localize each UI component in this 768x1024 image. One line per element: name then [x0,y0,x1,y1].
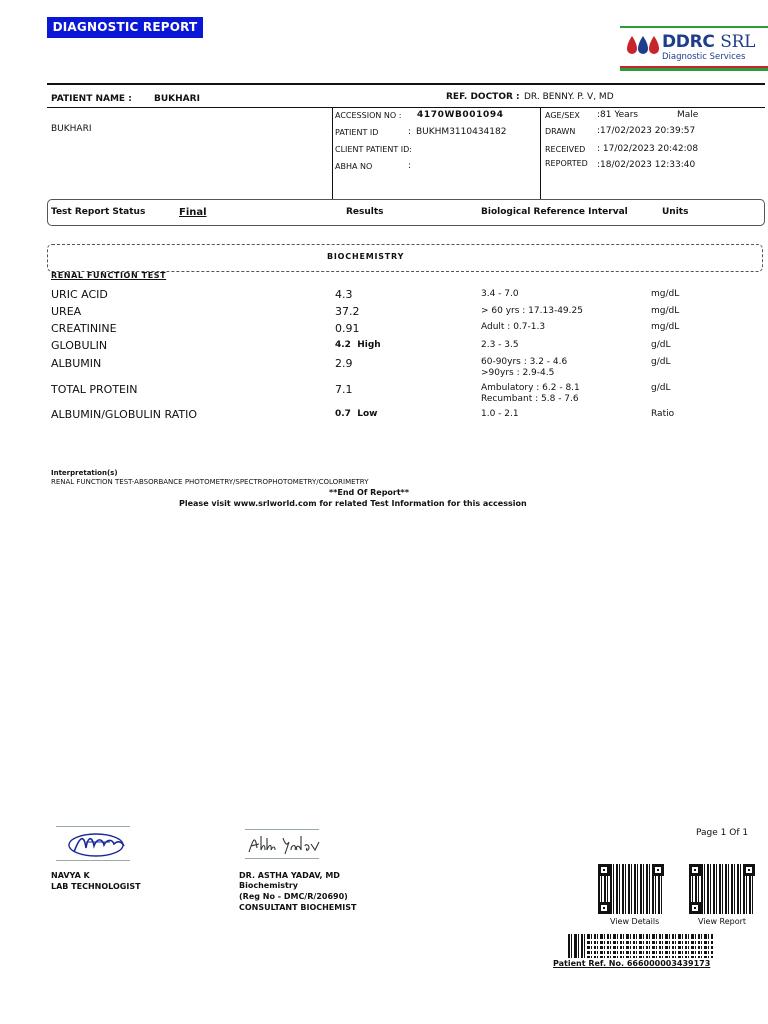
test-name: CREATININE [51,322,117,335]
test-unit: mg/dL [651,289,680,299]
client-id-label: CLIENT PATIENT ID: [335,145,412,154]
reported-label: REPORTED [545,159,588,168]
interpretation-text: RENAL FUNCTION TEST-ABSORBANCE PHOTOMETRY/SPECTROPHOTOMETRY/COLORIMETRY [51,478,369,486]
ref-doctor-label: REF. DOCTOR : [446,92,520,102]
test-ref-line2: >90yrs : 2.9-4.5 [481,368,555,378]
logo-brand-srl: SRL [720,32,756,52]
test-ref: 60-90yrs : 3.2 - 4.6 [481,357,568,367]
bio-ref-header: Biological Reference Interval [481,207,628,217]
test-result: 7.1 [335,383,353,396]
test-unit: g/dL [651,383,671,393]
patient-name-label: PATIENT NAME : [51,94,132,104]
abha-label: ABHA NO [335,162,373,171]
logo-subtitle: Diagnostic Services [662,52,746,62]
test-name: ALBUMIN [51,357,102,370]
drawn-label: DRAWN [545,127,576,136]
interpretation-title: Interpretation(s) [51,469,118,477]
patient-id-colon: : [408,127,412,137]
test-unit: g/dL [651,340,671,350]
patient-name-value: BUKHARI [154,94,200,104]
test-ref: 1.0 - 2.1 [481,409,519,419]
accession-label: ACCESSION NO : [335,111,402,120]
test-name: TOTAL PROTEIN [51,383,138,396]
patient-ref-number: Patient Ref. No. 666000003439173 [553,959,711,968]
reported-value: :18/02/2023 12:33:40 [597,160,696,170]
test-name: GLOBULIN [51,339,108,352]
drawn-value: :17/02/2023 20:39:57 [597,126,696,136]
lab-logo [620,26,768,72]
sex-value: Male [677,110,699,120]
department-box [47,244,763,272]
test-name: UREA [51,305,82,318]
logo-rule [620,26,768,28]
signature-biochemist [245,830,321,858]
logo-brand-ddrc: DDRC [662,32,715,52]
qr-view-details[interactable] [598,864,664,914]
test-result: 0.91 [335,322,360,335]
logo-rule [620,68,768,71]
signature-rule [245,858,319,859]
visit-note: Please visit www.srlworld.com for related Test Information for this accession [179,499,527,508]
test-ref: Ambulatory : 6.2 - 8.1 [481,383,580,393]
doctor-role: CONSULTANT BIOCHEMIST [239,903,357,912]
test-ref: > 60 yrs : 17.13-49.25 [481,306,583,316]
test-result-flag-high: 4.2 High [335,340,381,350]
test-name: ALBUMIN/GLOBULIN RATIO [51,408,198,421]
age-value: :81 Years [597,110,639,120]
signature-technologist [66,830,130,860]
test-unit: mg/dL [651,322,680,332]
panel-title: RENAL FUNCTION TEST [51,271,167,280]
header-rule [47,83,765,85]
qr-finder [652,864,664,876]
qr-finder [689,864,701,876]
grid-divider [332,107,333,200]
test-ref-line2: Recumbant : 5.8 - 7.6 [481,394,579,404]
doctor-reg: (Reg No - DMC/R/20690) [239,892,348,901]
qr-view-report-label[interactable]: View Report [698,917,747,926]
test-unit: mg/dL [651,306,680,316]
received-label: RECEIVED [545,145,586,154]
barcode-2d-overlay [586,936,714,956]
page-number: Page 1 Of 1 [696,828,749,838]
test-unit: g/dL [651,357,671,367]
test-ref: 2.3 - 3.5 [481,340,519,350]
qr-view-details-label[interactable]: View Details [610,917,660,926]
technologist-name: NAVYA K [51,871,90,880]
received-value: : 17/02/2023 20:42:08 [597,144,699,154]
ref-doctor-value: DR. BENNY. P. V, MD [524,92,614,102]
qr-view-report[interactable] [689,864,755,914]
age-sex-label: AGE/SEX [545,111,580,120]
accession-value: 4170WB001094 [417,110,504,120]
patient-row-rule [47,107,765,108]
grid-divider [540,107,541,200]
doctor-name: DR. ASTHA YADAV, MD [239,871,340,880]
qr-finder [598,902,610,914]
end-of-report: **End Of Report** [329,488,410,497]
column-header-box [47,199,765,226]
doctor-dept: Biochemistry [239,881,299,890]
test-name: URIC ACID [51,288,108,301]
logo-drops-icon [626,34,660,58]
status-value: Final [179,207,207,218]
test-unit: Ratio [651,409,675,419]
qr-finder [598,864,610,876]
patient-address: BUKHARI [51,124,92,134]
technologist-role: LAB TECHNOLOGIST [51,882,141,891]
department-title: BIOCHEMISTRY [327,252,405,261]
units-header: Units [662,207,689,217]
test-result: 37.2 [335,305,360,318]
test-ref: Adult : 0.7-1.3 [481,322,546,332]
test-result: 4.3 [335,288,353,301]
report-banner: DIAGNOSTIC REPORT [47,17,203,38]
test-ref: 3.4 - 7.0 [481,289,519,299]
logo-brand [662,32,755,52]
test-result-flag-low: 0.7 Low [335,409,378,419]
signature-rule [56,826,130,827]
patient-id-value: BUKHM3110434182 [416,127,507,137]
results-header: Results [346,207,384,217]
status-label: Test Report Status [51,207,146,217]
qr-finder [689,902,701,914]
test-result: 2.9 [335,357,353,370]
qr-finder [743,864,755,876]
patient-id-label: PATIENT ID [335,128,379,137]
abha-colon: : [408,161,412,171]
signature-rule [56,860,130,861]
